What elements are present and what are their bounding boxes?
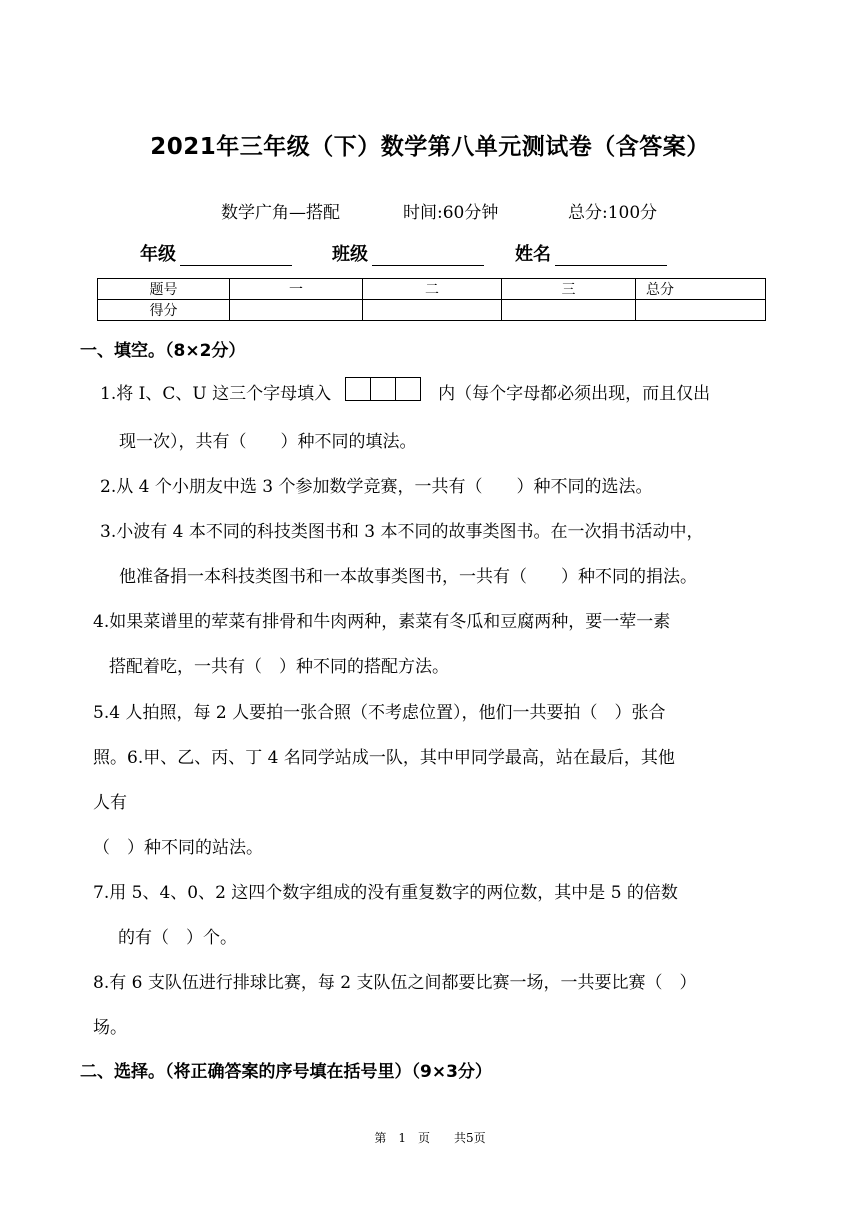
question-1-text-a: 1.将 I、C、U 这三个字母填入 [100,384,332,404]
question-8-line-2: 场。 [93,1018,127,1038]
question-2: 2.从 4 个小朋友中选 3 个参加数学竞赛，一共有（ ）种不同的选法。 [100,477,653,497]
grade-field [140,240,292,266]
score-header-cell: 二 [363,279,502,300]
score-header-cell: 题号 [98,279,230,300]
question-7-line-1: 7.用 5、4、0、2 这四个数字组成的没有重复数字的两位数，其中是 5 的倍数 [93,883,678,903]
question-3-line-1: 3.小波有 4 本不同的科技类图书和 3 本不同的故事类图书。在一次捐书活动中， [100,522,704,542]
question-8-line-1: 8.有 6 支队伍进行排球比赛，每 2 支队伍之间都要比赛一场，一共要比赛（ ） [93,973,697,993]
subtitle-time: 时间:60分钟 [403,203,499,223]
subtitle-total: 总分:100分 [568,203,658,223]
score-header-cell: 一 [230,279,363,300]
score-header-cell: 三 [502,279,636,300]
grade-blank [180,245,292,266]
score-cell [636,300,766,321]
question-6: （ ）种不同的站法。 [93,838,263,858]
question-4-line-2: 搭配着吃，一共有（ ）种不同的搭配方法。 [109,657,449,677]
class-label: 班级 [332,244,368,265]
score-table [97,278,766,321]
class-field [332,240,484,266]
score-cell [502,300,636,321]
score-table-header-row [98,279,766,300]
score-table-row [98,300,766,321]
question-1-line-1 [100,379,710,409]
question-5-line-3: 人有 [93,793,127,813]
name-field [515,240,667,266]
score-cell [230,300,363,321]
section1-heading: 一、填空。（8×2分） [80,341,246,361]
class-blank [372,245,484,266]
score-cell [363,300,502,321]
question-4-line-1: 4.如果菜谱里的荤菜有排骨和牛肉两种，素菜有冬瓜和豆腐两种，要一荤一素 [93,612,671,632]
page-title: 2021年三年级（下）数学第八单元测试卷（含答案） [150,134,710,160]
question-5-line-2: 照。6.甲、乙、丙、丁 4 名同学站成一队，其中甲同学最高，站在最后，其他 [93,748,675,768]
question-5-line-1: 5.4 人拍照，每 2 人要拍一张合照（不考虑位置），他们一共要拍（ ）张合 [93,703,666,723]
score-header-cell: 总分 [636,279,766,300]
question-1-text-b: 内（每个字母都必须出现，而且仅出 [438,384,711,404]
grade-label: 年级 [140,244,176,265]
question-1-line-2: 现一次），共有（ ）种不同的填法。 [119,432,417,452]
name-label: 姓名 [515,244,551,265]
question-7-line-2: 的有（ ）个。 [118,928,237,948]
question-3-line-2: 他准备捐一本科技类图书和一本故事类图书，一共有（ ）种不同的捐法。 [119,567,697,587]
section2-heading: 二、选择。（将正确答案的序号填在括号里）（9×3分） [80,1062,492,1082]
page-footer: 第 1 页 共5页 [374,1131,486,1145]
subtitle-topic: 数学广角—搭配 [221,203,340,223]
score-row-label: 得分 [98,300,230,321]
letter-boxes [345,377,420,406]
name-blank [555,245,667,266]
